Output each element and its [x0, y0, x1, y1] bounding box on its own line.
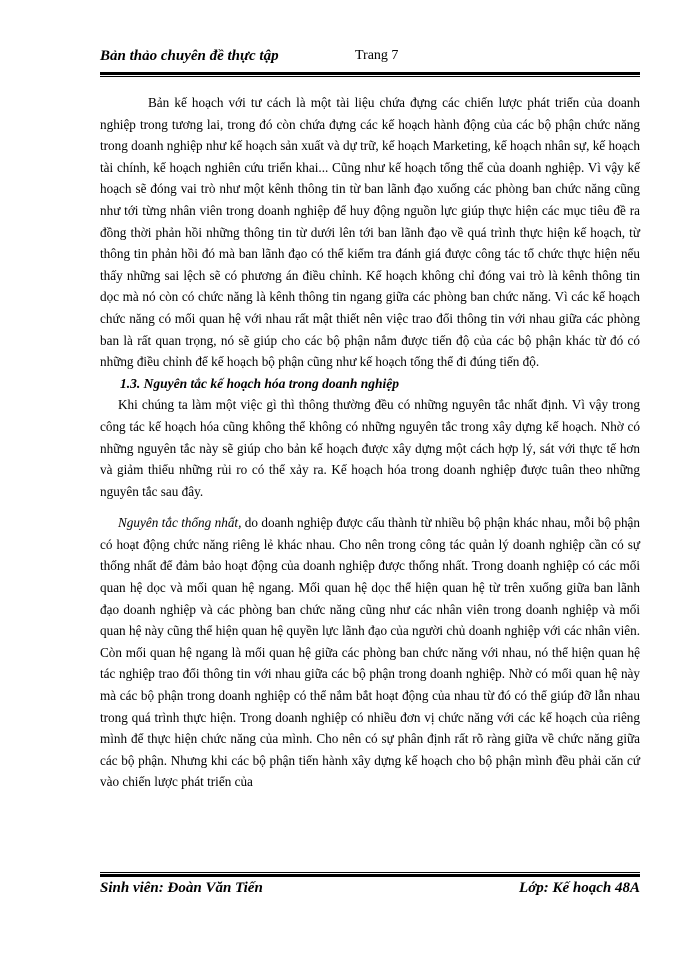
principle-text: do doanh nghiệp được cấu thành từ nhiều bộ phận khác nhau, mỗi bộ phận có hoạt động chức năng riêng lẻ khác nhau. Cho nên trong công tác quản lý doanh nghiệp cần có sự thống nhất để đảm bảo hoạt động của doanh nghiệp được thống nhất. Trong doanh nghiệp có các mối quan hệ dọc và mối quan hệ ngang. Mối quan hệ dọc thể hiện quan hệ từ trên xuống giữa ban lãnh đạo doanh nghiệp và các phòng ban chức năng cũng như các nhân viên trong doanh nghiệp và mối quan hệ này cũng thể hiện quan hệ quyền lực lãnh đạo của người chủ doanh nghiệp với các nhân viên. Còn mối quan hệ ngang là mối quan hệ giữa các phòng ban chức năng với nhau, nó thể hiện quan hệ tác nghiệp trao đổi thông tin với nhau giữa các bộ phận trong doanh nghiệp. Nhờ có mối quan hệ này mà các bộ phận trong doanh nghiệp có thể nắm bắt hoạt động của nhau từ đó có thể giúp đỡ lẫn nhau trong quá trình thực hiện. Trong doanh nghiệp có nhiều đơn vị chức năng với các kế hoạch của riêng mình để thực hiện chức năng của mình. Cho nên có sự phân định rất rõ ràng giữa về chức năng giữa các bộ phận. Nhưng khi các bộ phận tiến hành xây dựng kế hoạch cho bộ phận mình đều phải căn cứ vào chiến lược phát triển của [100, 515, 640, 790]
page-body [100, 92, 640, 793]
page-header [100, 44, 640, 72]
principle-term: Nguyên tắc thống nhất, [118, 515, 242, 531]
class-name: Lớp: Kế hoạch 48A [519, 880, 640, 896]
footer-divider [100, 872, 640, 877]
header-divider [100, 72, 640, 77]
body-paragraph: Khi chúng ta làm một việc gì thì thông thường đều có những nguyên tắc nhất định. Vì vậy trong công tác kế hoạch hóa cũng không thể không có những nguyên tắc trong xây dựng kế hoạch. Nhờ có những nguyên tắc này sẽ giúp cho bản kế hoạch được xây dựng một cách hợp lý, sát với thực tế hơn và giảm thiểu những rủi ro có thể xảy ra. Kế hoạch hóa trong doanh nghiệp được tuân theo những nguyên tắc sau đây. [100, 397, 640, 499]
page-number: Trang 7 [355, 48, 399, 63]
student-name: Sinh viên: Đoàn Văn Tiến [100, 880, 263, 896]
body-paragraph [100, 512, 640, 793]
page-footer [100, 880, 640, 904]
body-paragraph: Bản kế hoạch với tư cách là một tài liệu chứa đựng các chiến lược phát triển của doanh nghiệp trong tương lai, trong đó còn chứa đựng các kế hoạch hành động của các bộ phận chức năng trong doanh nghiệp như kế hoạch sản xuất và dự trữ, kế hoạch Marketing, kế hoạch nhân sự, kế hoạch tài chính, kế hoạch nghiên cứu triển khai... Cũng như kế hoạch tổng thể của doanh nghiệp. Vì vậy kế hoạch sẽ đóng vai trò như một kênh thông tin từ ban lãnh đạo xuống các phòng ban chức năng cũng như tới từng nhân viên trong doanh nghiệp để huy động nguồn lực giúp thực hiện các mục tiêu đề ra đồng thời phản hồi những thông tin từ dưới lên tới ban lãnh đạo về quá trình thực hiện kế hoạch, từ thông tin phản hồi đó mà ban lãnh đạo có thể kiểm tra đánh giá được công tác tổ chức thực hiện nếu thấy những sai lệch sẽ có phương án điều chỉnh. Kế hoạch không chỉ đóng vai trò là kênh thông tin dọc mà nó còn có chức năng là kênh thông tin ngang giữa các phòng ban chức năng. Vì các kế hoạch chức năng có mối quan hệ với nhau rất mật thiết nên việc trao đổi thông tin với nhau giữa các phòng ban là rất quan trọng, nó sẽ giúp cho các bộ phận nắm được tiến độ của các bộ phận khác từ đó có những điều chỉnh để kế hoạch bộ phận cũng như kế hoạch tổng thể đi đúng tiến độ. [100, 95, 640, 370]
document-title: Bản thảo chuyên đề thực tập [100, 48, 279, 64]
section-heading: 1.3. Nguyên tắc kế hoạch hóa trong doanh nghiệp [120, 375, 400, 391]
